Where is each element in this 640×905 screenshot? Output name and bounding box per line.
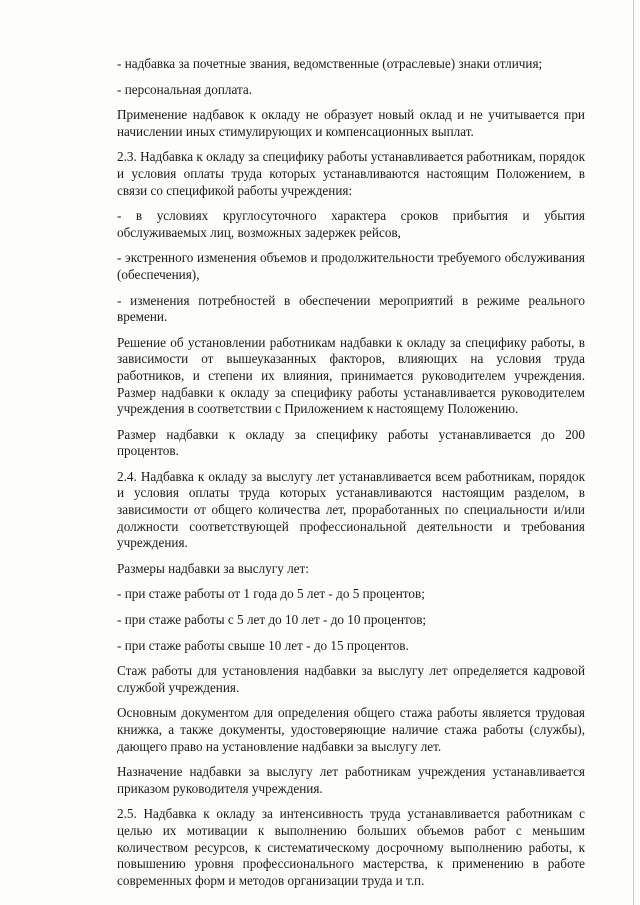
paragraph-bullet-personal-bonus: - персональная доплата. (117, 81, 253, 97)
paragraph-bullet-seniority-over-10: - при стаже работы свыше 10 лет - до 15 процентов. (117, 637, 409, 653)
paragraph-bullet-honorary-titles: - надбавка за почетные звания, ведомственные (отраслевые) знаки отличия; (117, 56, 543, 71)
paragraph-bullet-round-the-clock: - в условиях круглосуточного характера сроков прибытия и убытия обслуживаемых лиц, возможных задержек рейсов, (117, 208, 585, 240)
paragraph-application-note: Применение надбавок к окладу не образует новый оклад и не учитывается при начислении иных стимулирующих и компенсационных выплат. (117, 107, 585, 139)
paragraph-section-2-4: 2.4. Надбавка к окладу за выслугу лет устанавливается всем работникам, порядок и условия оплаты труда которых устанавливаются настоящим разделом, в зависимости от общего количества лет, проработанных по специальности и/или должности соответствующей профессиональной деятельности и требования учреждения. (117, 468, 585, 551)
paragraph-decision: Решение об установлении работникам надбавки к окладу за специфику работы, в зависимости от вышеуказанных факторов, влияющих на условия труда работников, и степени их влияния, принимается руководителем учреждения. Размер надбавки к окладу за специфику работы устанавливается руководителем учреждения в соответствии с Приложением к настоящему Положению. (117, 334, 585, 417)
paragraph-bullet-needs-change: - изменения потребностей в обеспечении мероприятий в режиме реального времени. (117, 292, 585, 325)
paragraph-section-2-3: 2.3. Надбавка к окладу за специфику работы устанавливается работникам, порядок и условия оплаты труда которых устанавливаются настоящим Положением, в связи со спецификой работы учреждения: (117, 149, 585, 198)
paragraph-seniority-sizes-heading: Размеры надбавки за выслугу лет: (117, 560, 309, 576)
paragraph-bullet-emergency-change: - экстренного изменения объемов и продолжительности требуемого обслуживания (обеспечения), (117, 250, 585, 282)
paragraph-seniority-determination: Стаж работы для установления надбавки за выслугу лет определяется кадровой службой учреждения. (117, 663, 585, 695)
paragraph-assignment-order: Назначение надбавки за выслугу лет работникам учреждения устанавливается приказом руководителя учреждения. (117, 764, 585, 796)
paragraph-main-document: Основным документом для определения общего стажа работы является трудовая книжка, а также документы, удостоверяющие наличие стажа работы (службы), дающего право на установление надбавки за выслугу лет. (117, 705, 585, 754)
document-body (117, 56, 585, 898)
paragraph-specifics-size: Размер надбавки к окладу за специфику работы устанавливается до 200 процентов. (117, 426, 585, 459)
paragraph-bullet-seniority-5-10: - при стаже работы с 5 лет до 10 лет - до 10 процентов; (117, 612, 427, 628)
paragraph-section-2-5: 2.5. Надбавка к окладу за интенсивность труда устанавливается работникам с целью их мотивации к выполнению больших объемов работ с меньшим количеством ресурсов, к систематическому досрочному выполнению работы, к повышению уровня профессионального мастерства, к применению в работе современных форм и методов организации труда и т.п. (117, 806, 585, 888)
page-edge-line (633, 0, 634, 905)
paragraph-bullet-seniority-1-5: - при стаже работы от 1 года до 5 лет - до 5 процентов; (117, 586, 425, 602)
